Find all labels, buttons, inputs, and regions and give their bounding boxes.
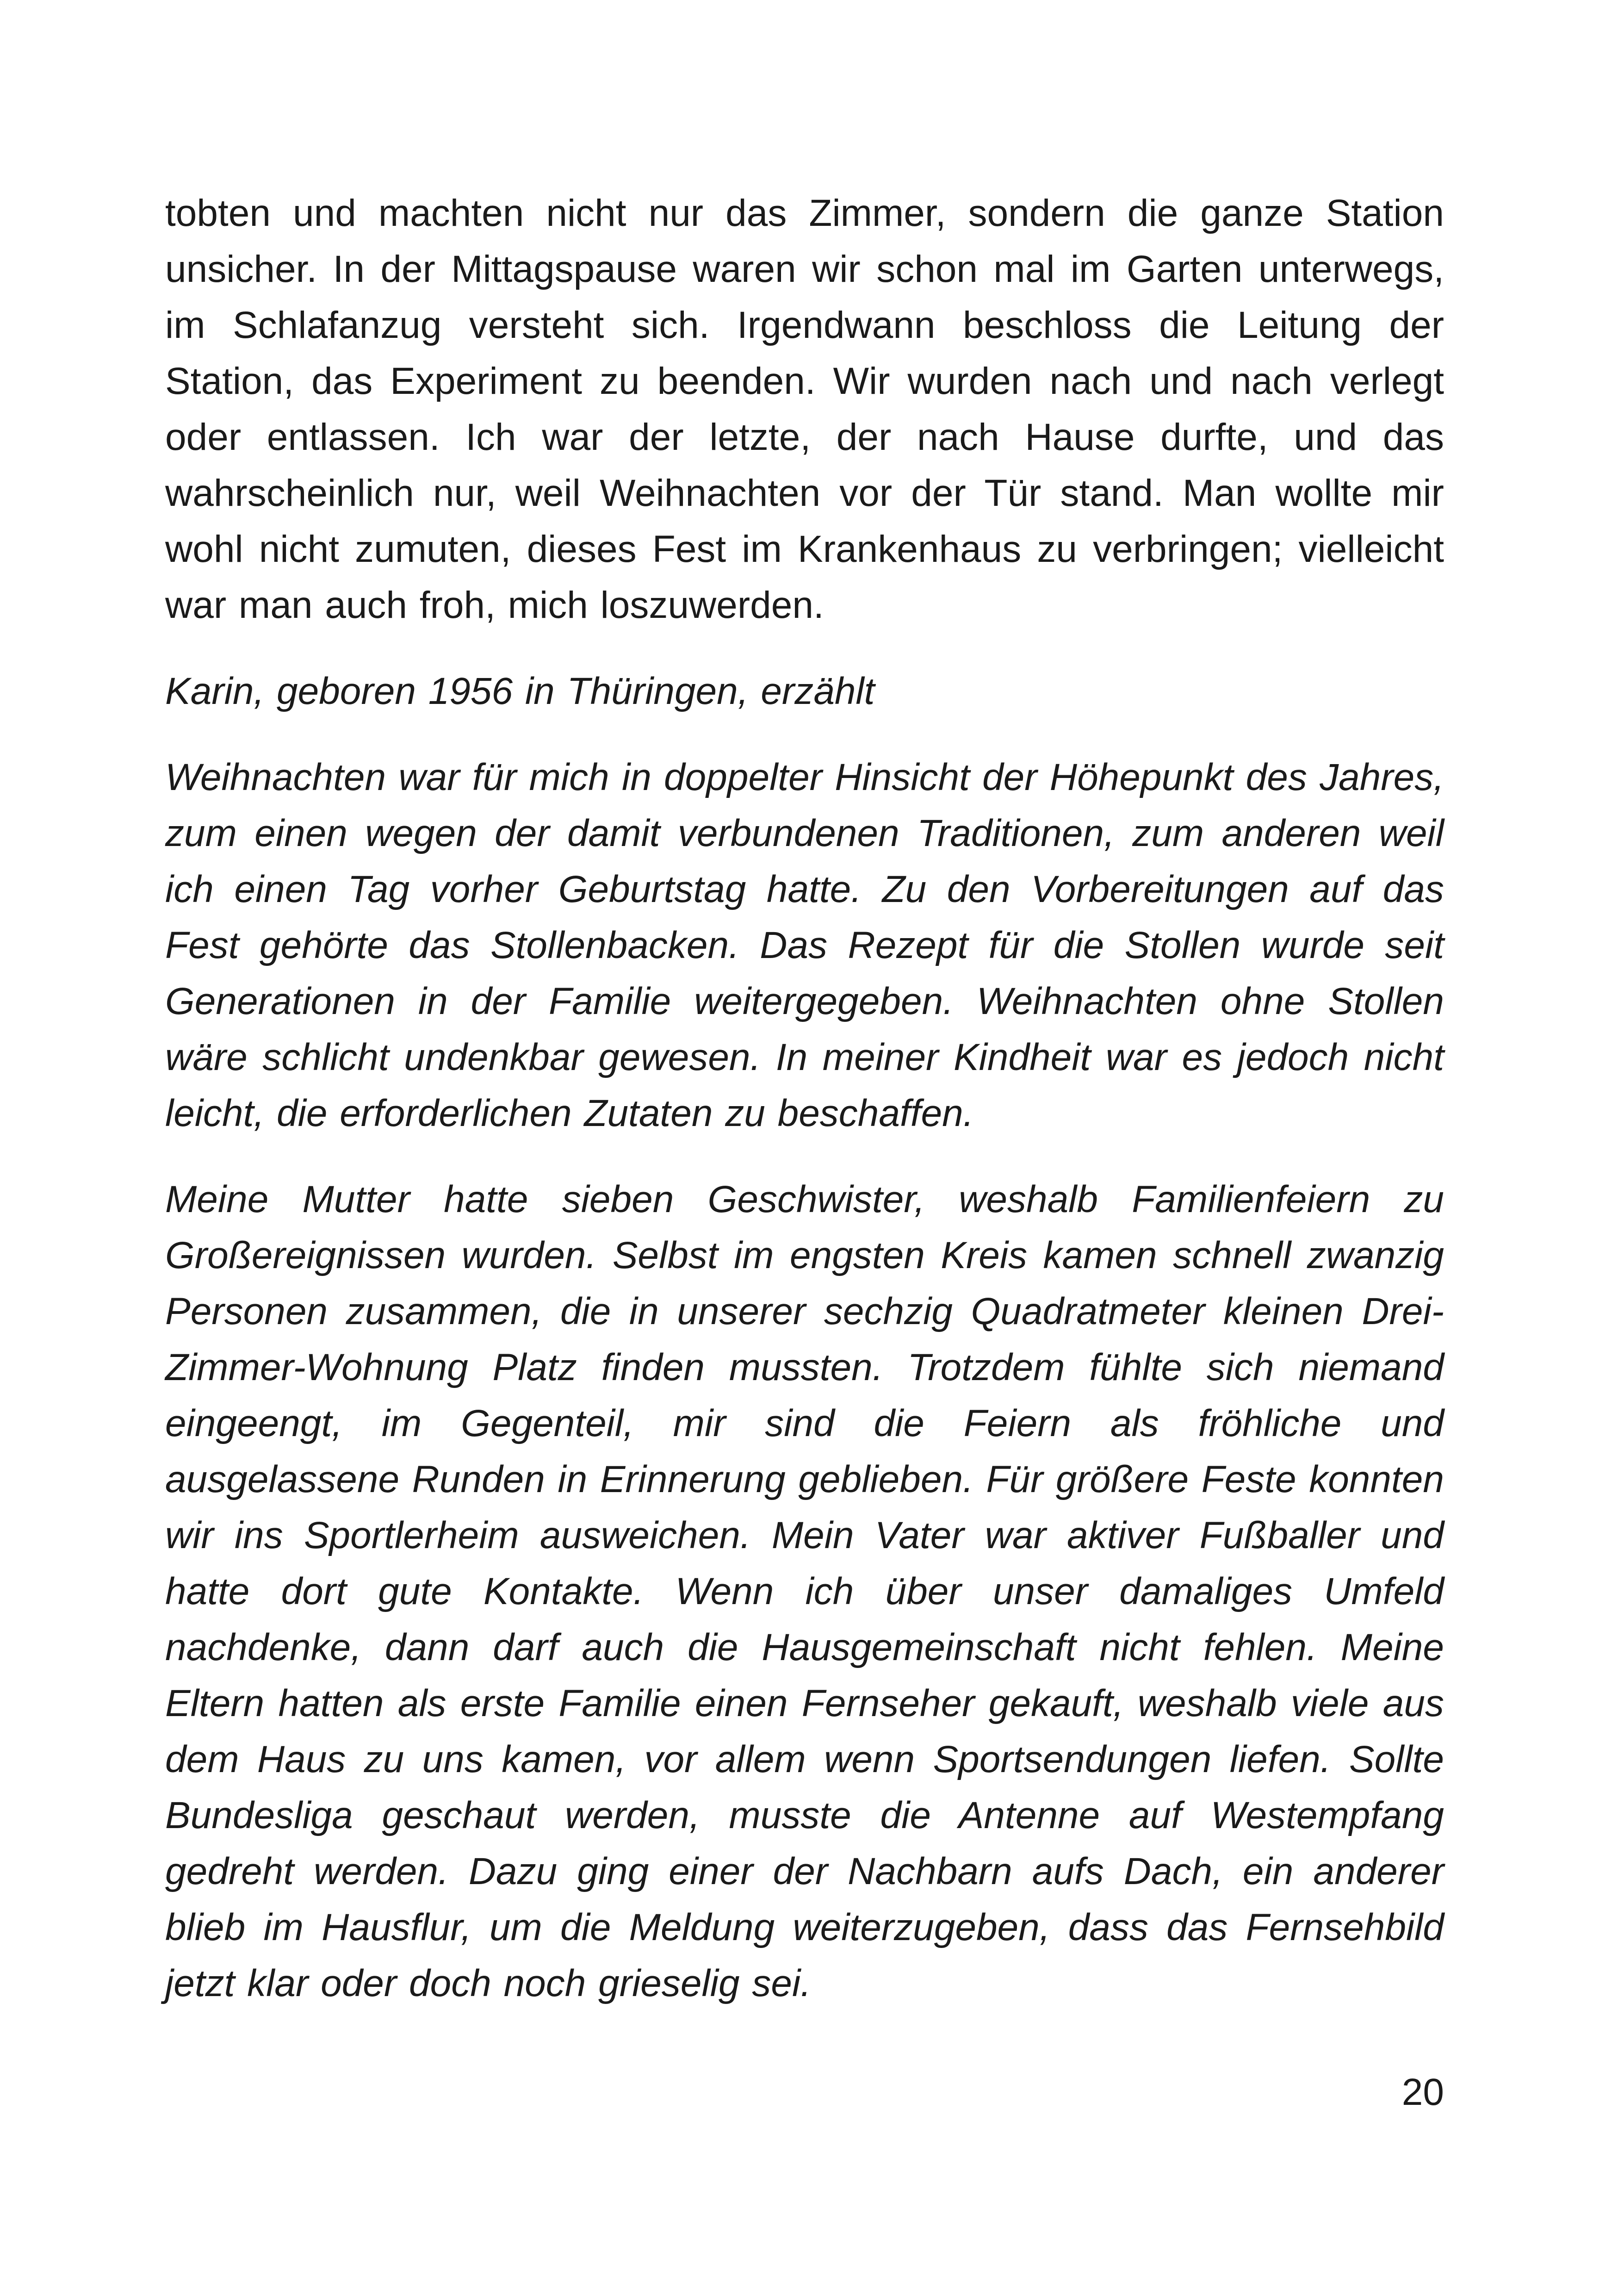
paragraph-station-story: tobten und machten nicht nur das Zimmer, sondern die ganze Station unsicher. In der Mittagspause waren wir schon mal im Garten unterwegs, im Schlafanzug versteht sich. Irgendwann beschloss die Leitung der Station, das Experiment zu beenden. Wir wurden nach und nach verlegt oder entlassen. Ich war der letzte, der nach Hause durfte, und das wahrscheinlich nur, weil Weihnachten vor der Tür stand. Man wollte mir wohl nicht zumuten, dieses Fest im Krankenhaus zu verbringen; vielleicht war man auch froh, mich loszuwerden. [165,192,1444,626]
paragraph-heading-karin: Karin, geboren 1956 in Thüringen, erzählt [165,670,875,712]
page-number: 20 [1401,2071,1444,2113]
page-body [165,185,1444,2011]
paragraph-christmas-stollen: Weihnachten war für mich in doppelter Hinsicht der Höhepunkt des Jahres, zum einen wegen der damit verbundenen Traditionen, zum anderen weil ich einen Tag vorher Geburtstag hatte. Zu den Vorbereitungen auf das Fest gehörte das Stollenbacken. Das Rezept für die Stollen wurde seit Generationen in der Familie weitergegeben. Weihnachten ohne Stollen wäre schlicht undenkbar gewesen. In meiner Kindheit war es jedoch nicht leicht, die erforderlichen Zutaten zu beschaffen. [165,756,1444,1134]
paragraph-family-celebrations: Meine Mutter hatte sieben Geschwister, weshalb Familienfeiern zu Großereignissen wurden. Selbst im engsten Kreis kamen schnell zwanzig Personen zusammen, die in unserer sechzig Quadratmeter kleinen Drei-Zimmer-Wohnung Platz finden mussten. Trotzdem fühlte sich niemand eingeengt, im Gegenteil, mir sind die Feiern als fröhliche und ausgelassene Runden in Erinnerung geblieben. Für größere Feste konnten wir ins Sportlerheim ausweichen. Mein Vater war aktiver Fußballer und hatte dort gute Kontakte. Wenn ich über unser damaliges Umfeld nachdenke, dann darf auch die Hausgemeinschaft nicht fehlen. Meine Eltern hatten als erste Familie einen Fernseher gekauft, weshalb viele aus dem Haus zu uns kamen, vor allem wenn Sportsendungen liefen. Sollte Bundesliga geschaut werden, musste die Antenne auf Westempfang gedreht werden. Dazu ging einer der Nachbarn aufs Dach, ein anderer blieb im Hausflur, um die Meldung weiterzugeben, dass das Fernsehbild jetzt klar oder doch noch grieselig sei. [165,1178,1444,2004]
